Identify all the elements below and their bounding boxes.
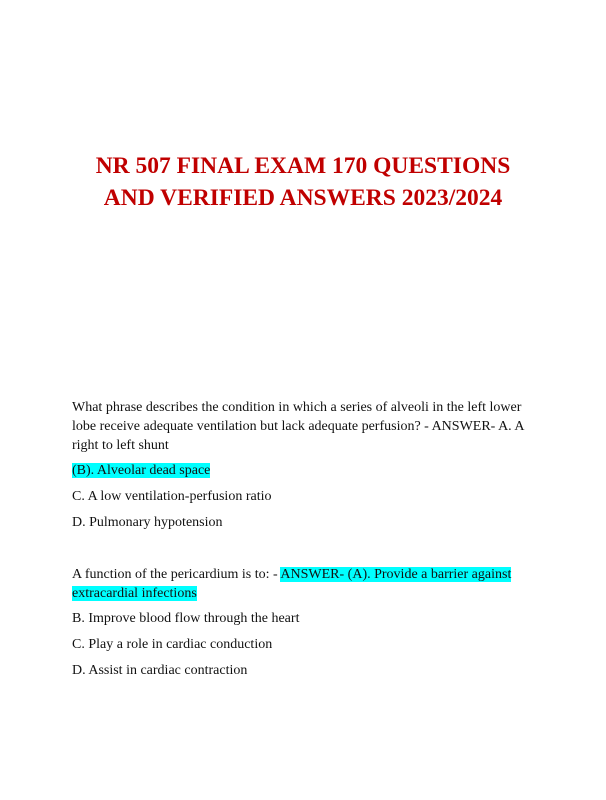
question-2-line-2 (72, 584, 542, 603)
title-line-2: AND VERIFIED ANSWERS 2023/2024 (103, 185, 503, 211)
question-1-line-1: What phrase describes the condition in which a series of alveoli in the left lower (72, 400, 522, 415)
question-1-option-d: D. Pulmonary hypotension (72, 515, 223, 530)
question-2-prefix: A function of the pericardium is to: - (72, 567, 281, 582)
question-1-option-c: C. A low ventilation-perfusion ratio (72, 489, 272, 504)
question-1 (72, 398, 542, 455)
title-line-1: NR 507 FINAL EXAM 170 QUESTIONS (95, 153, 511, 179)
question-1-line-3: right to left shunt (72, 438, 169, 453)
question-gap (72, 539, 542, 565)
question-2-option-b: B. Improve blood flow through the heart (72, 611, 300, 626)
question-2-line-1 (72, 565, 542, 584)
document-body (72, 398, 542, 687)
highlighted-answer: ANSWER- (A). Provide a barrier against (280, 567, 512, 582)
question-1-option-b (72, 461, 542, 480)
highlighted-answer: (B). Alveolar dead space (72, 463, 211, 478)
document-title (60, 150, 546, 214)
question-1-line-2: lobe receive adequate ventilation but lack adequate perfusion? - ANSWER- A. A (72, 419, 525, 434)
highlighted-answer: extracardial infections (72, 586, 197, 601)
question-2-option-d: D. Assist in cardiac contraction (72, 663, 248, 678)
question-2-option-c: C. Play a role in cardiac conduction (72, 637, 273, 652)
question-2 (72, 565, 542, 603)
